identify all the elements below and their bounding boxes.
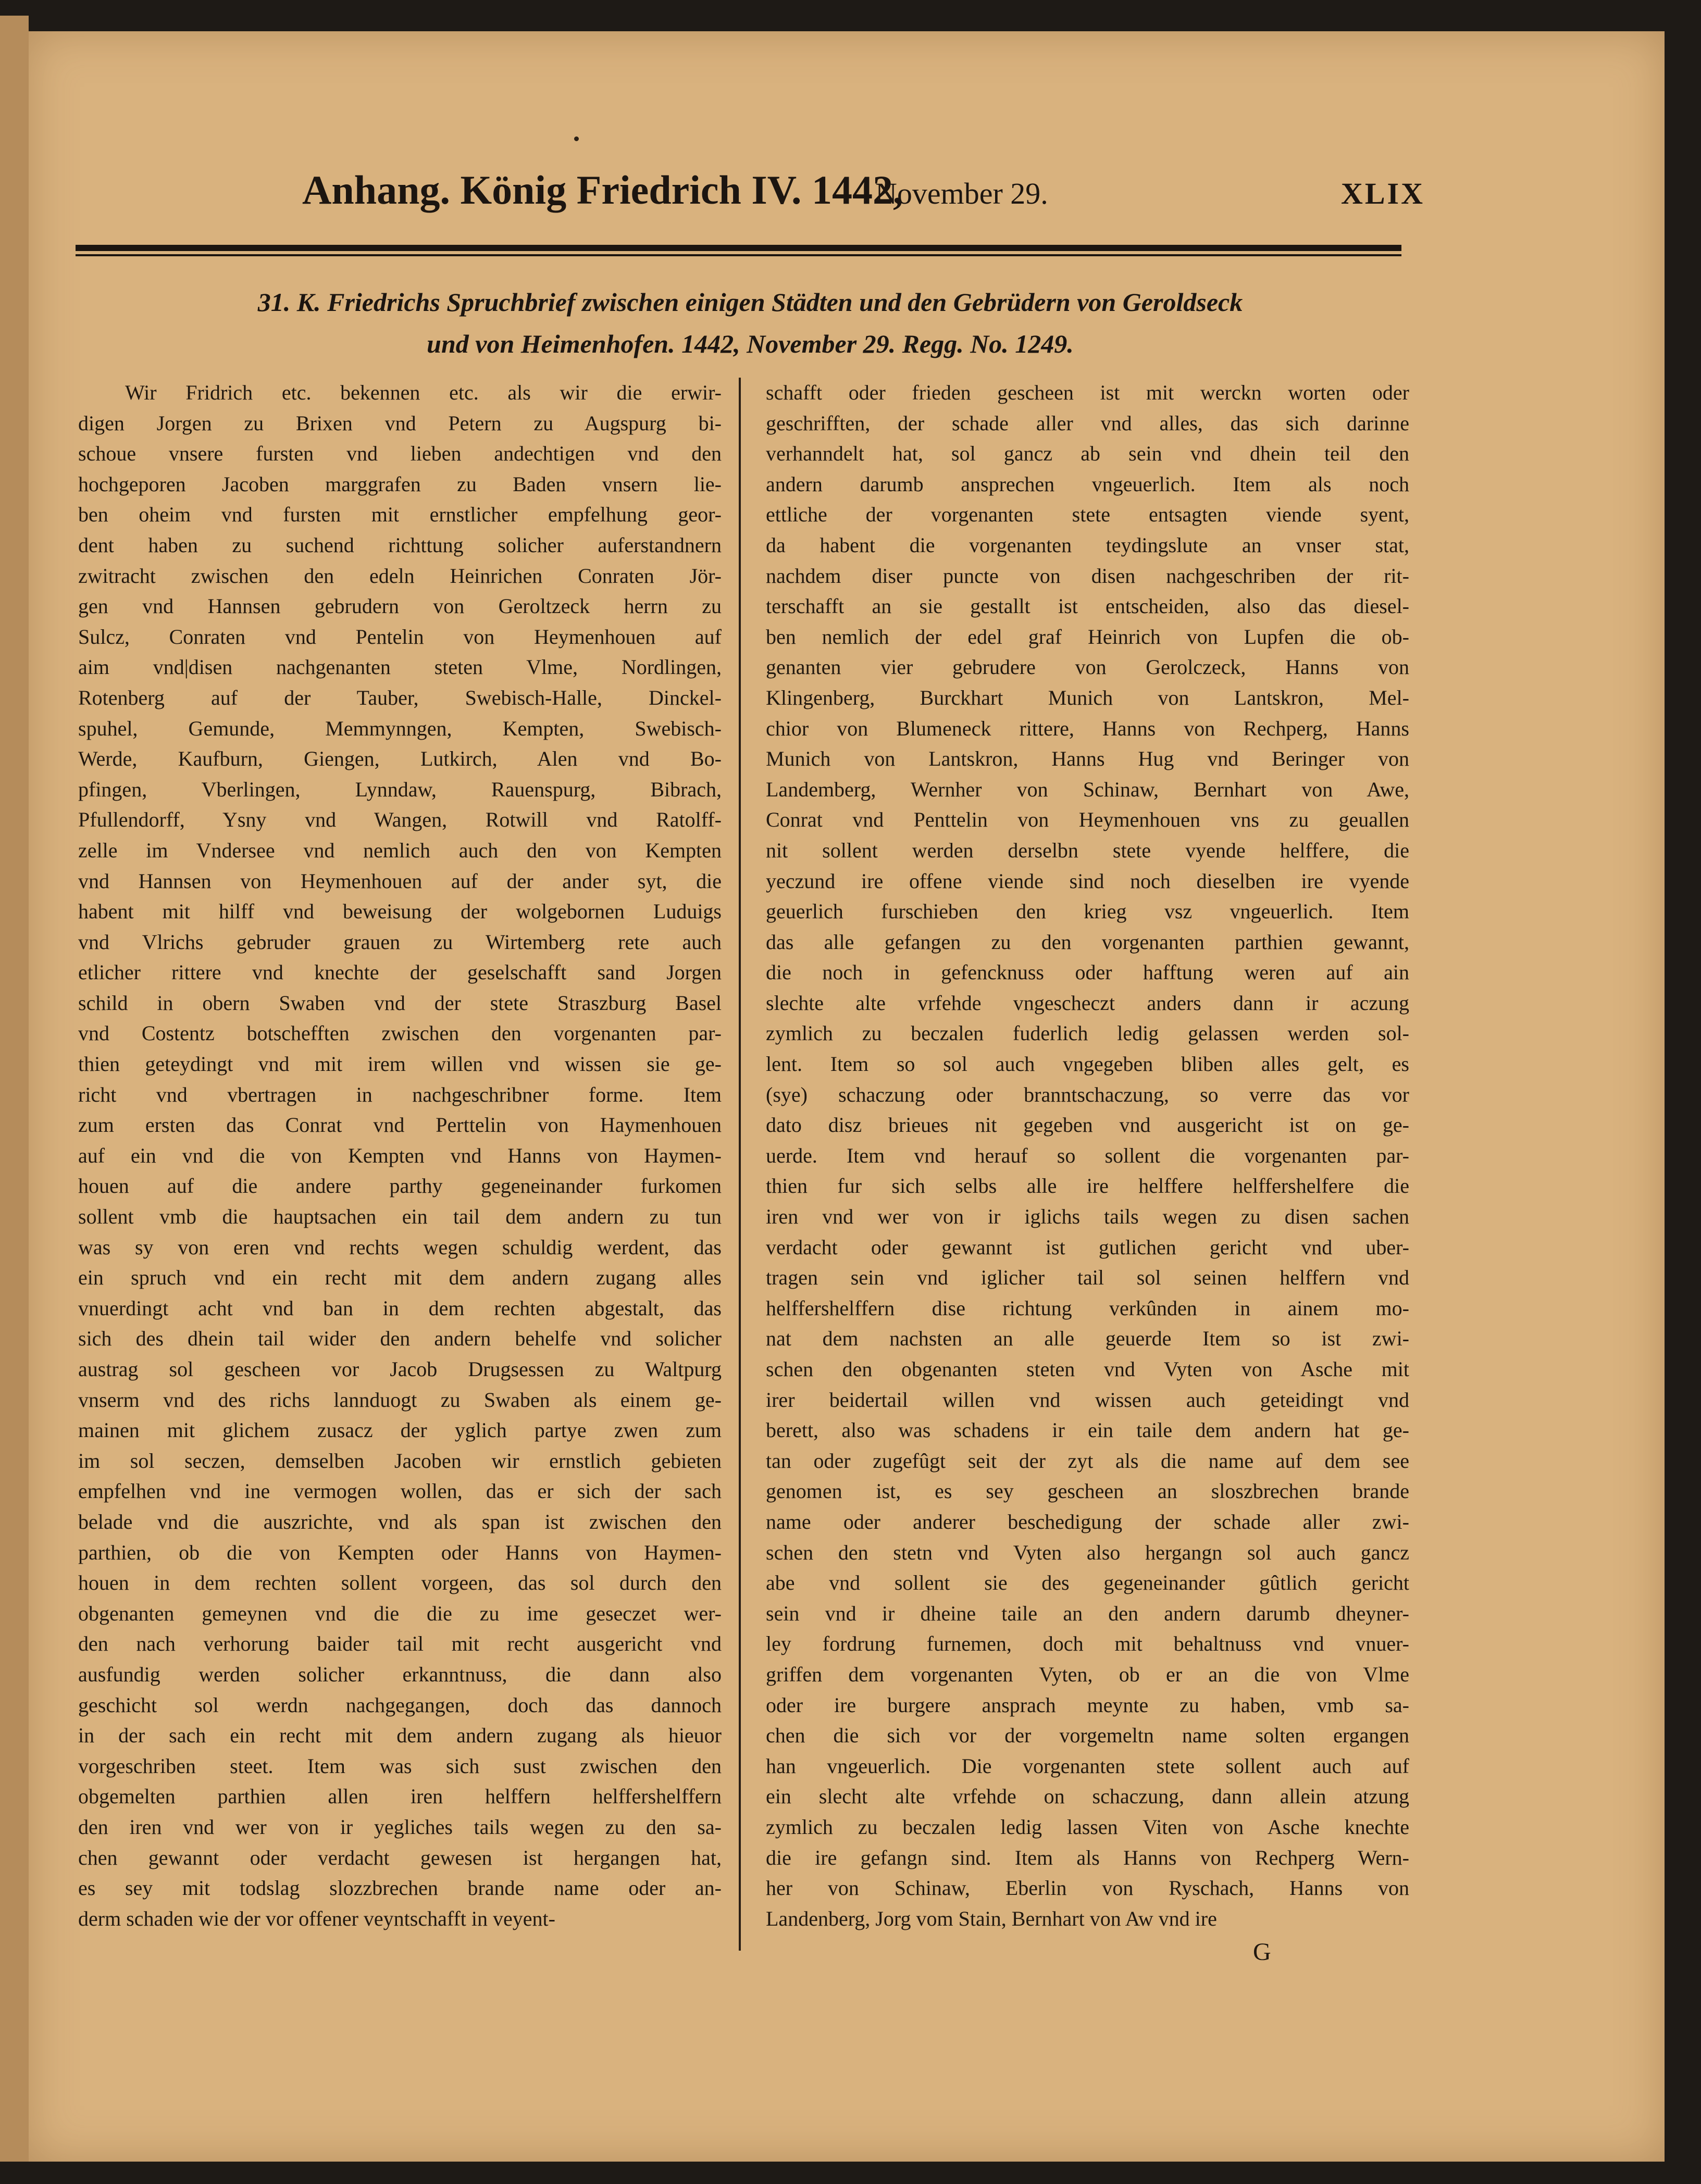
text-line: spuhel, Gemunde, Memmynngen, Kempten, Swebisch- (78, 716, 722, 740)
text-line: was sy von eren vnd rechts wegen schuldig werdent, das (78, 1235, 722, 1259)
text-line: richt vnd vbertragen in nachgeschribner forme. Item (78, 1082, 722, 1106)
text-line: vnd Costentz botschefften zwischen den vorgenanten par- (78, 1021, 722, 1045)
text-line: ben oheim vnd fursten mit ernstlicher empfelhung geor- (78, 503, 722, 527)
text-line: vnserm vnd des richs lannduogt zu Swaben als einem ge- (78, 1388, 722, 1412)
text-line: das alle gefangen zu den vorgenanten parthien gewannt, (766, 930, 1409, 954)
text-line: die noch in gefencknuss oder hafftung weren auf ain (766, 960, 1409, 984)
text-line: (sye) schaczung oder branntschaczung, so verre das vor (766, 1082, 1409, 1106)
text-line: obgenanten gemeynen vnd die die zu ime geseczet wer- (78, 1601, 722, 1625)
text-line: Conrat vnd Penttelin von Heymenhouen vns zu geuallen (766, 808, 1409, 832)
text-line: nit sollent werden derselbn stete vyende helffere, die (766, 838, 1409, 862)
document-title-line-2: und von Heimenhofen. 1442, November 29. Regg. No. 1249. (427, 329, 1074, 358)
text-line: houen auf die andere parthy gegeneinander furkomen (78, 1174, 722, 1198)
text-line: terschafft an sie gestallt ist entscheiden, also das diesel- (766, 594, 1409, 618)
text-line: dato disz brieues nit gegeben vnd ausgericht ist on ge- (766, 1113, 1409, 1137)
text-line: empfelhen vnd ine vermogen wollen, das er sich der sach (78, 1479, 722, 1503)
binding-edge (0, 16, 29, 2162)
text-line: es sey mit todslag slozzbrechen brande name oder an- (78, 1876, 722, 1900)
text-line: Werde, Kaufburn, Giengen, Lutkirch, Alen vnd Bo- (78, 747, 722, 771)
text-line: dent haben zu suchend richttung solicher auferstandnern (78, 533, 722, 557)
text-line: den iren vnd wer von ir yegliches tails wegen zu den sa- (78, 1815, 722, 1839)
text-line: in der sach ein recht mit dem andern zugang als hieuor (78, 1724, 722, 1748)
text-line: obgemelten parthien allen iren helffern helffershelffern (78, 1784, 722, 1808)
text-line: derm schaden wie der vor offener veyntschafft in veyent- (78, 1906, 555, 1930)
text-line: ein spruch vnd ein recht mit dem andern zugang alles (78, 1266, 722, 1290)
text-line: zymlich zu beczalen fuderlich ledig gelassen werden sol- (766, 1021, 1409, 1045)
text-line: tragen sein vnd iglicher tail sol seinen helffern vnd (766, 1266, 1409, 1290)
text-line: yeczund ire offene viende sind noch dieselben ire vyende (766, 869, 1409, 893)
text-line: ein slecht alte vrfehde on schaczung, dann allein atzung (766, 1784, 1409, 1808)
text-line: hochgeporen Jacoben marggrafen zu Baden vnsern lie- (78, 472, 722, 496)
text-line: irer beidertail willen vnd wissen auch geteidingt vnd (766, 1388, 1409, 1412)
left-column (78, 378, 722, 1934)
text-line: zelle im Vndersee vnd nemlich auch den von Kempten (78, 838, 722, 862)
text-line: griffen dem vorgenanten Vyten, ob er an die von Vlme (766, 1662, 1409, 1686)
text-line: habent mit hilff vnd beweisung der wolgebornen Luduigs (78, 900, 722, 923)
text-line: belade vnd die auszrichte, vnd als span ist zwischen den (78, 1509, 722, 1533)
text-line: schoue vnsere fursten vnd lieben andechtigen vnd den (78, 442, 722, 466)
header-rule-thin (76, 254, 1401, 256)
text-line: im sol seczen, demselben Jacoben wir ernstlich gebieten (78, 1449, 722, 1472)
text-line: geuerlich furschieben den krieg vsz vngeuerlich. Item (766, 900, 1409, 923)
running-header (271, 156, 1425, 229)
text-line: vorgeschriben steet. Item was sich sust zwischen den (78, 1754, 722, 1778)
text-line: chior von Blumeneck rittere, Hanns von Rechperg, Hanns (766, 716, 1409, 740)
text-line: schen den obgenanten steten vnd Vyten von Asche mit (766, 1357, 1409, 1381)
text-line: uerde. Item vnd herauf so sollent die vorgenanten par- (766, 1143, 1409, 1167)
text-line: parthien, ob die von Kempten oder Hanns von Haymen- (78, 1540, 722, 1564)
text-line: da habent die vorgenanten teydingslute an vnser stat, (766, 533, 1409, 557)
text-line: zwitracht zwischen den edeln Heinrichen Conraten Jör- (78, 564, 722, 588)
text-line: ettliche der vorgenanten stete entsagten viende syent, (766, 503, 1409, 527)
text-line: sich des dhein tail wider den andern behelfe vnd solicher (78, 1327, 722, 1351)
text-line: vnuerdingt acht vnd ban in dem rechten abgestalt, das (78, 1296, 722, 1320)
header-rule (76, 245, 1401, 251)
text-line: houen in dem rechten sollent vorgeen, das sol durch den (78, 1571, 722, 1595)
text-line: Klingenberg, Burckhart Munich von Lantskron, Mel- (766, 685, 1409, 709)
text-line: vnd Hannsen von Heymenhouen auf der ander syt, die (78, 869, 722, 893)
text-line: Landemberg, Wernher von Schinaw, Bernhart von Awe, (766, 777, 1409, 801)
text-line: ausfundig werden solicher erkanntnuss, die dann also (78, 1662, 722, 1686)
text-line: Landenberg, Jorg vom Stain, Bernhart von Aw vnd ire (766, 1906, 1217, 1930)
text-line: gen vnd Hannsen gebrudern von Geroltzeck herrn zu (78, 594, 722, 618)
page-number: XLIX (1340, 177, 1425, 210)
text-line: sein vnd ir dheine taile an den andern darumb dheyner- (766, 1601, 1409, 1625)
text-line: name oder anderer beschedigung der schade aller zwi- (766, 1509, 1409, 1533)
text-line: helffershelffern dise richtung verkûnden in ainem mo- (766, 1296, 1409, 1320)
text-line: zum ersten das Conrat vnd Perttelin von Haymenhouen (78, 1113, 722, 1137)
text-line: austrag sol gescheen vor Jacob Drugsessen zu Waltpurg (78, 1357, 722, 1381)
text-line: schild in obern Swaben vnd der stete Straszburg Basel (78, 991, 722, 1015)
text-line: aim vnd|disen nachgenanten steten Vlme, Nordlingen, (78, 655, 722, 679)
text-line: chen die sich vor der vorgemeltn name solten ergangen (766, 1724, 1409, 1748)
document-title-line-1: 31. K. Friedrichs Spruchbrief zwischen einigen Städten und den Gebrüdern von Geroldseck (257, 288, 1243, 317)
text-line: Munich von Lantskron, Hanns Hug vnd Beringer von (766, 747, 1409, 771)
text-line: geschrifften, der schade aller vnd alles, das sich darinne (766, 411, 1409, 435)
text-line: ben nemlich der edel graf Heinrich von Lupfen die ob- (766, 625, 1409, 648)
text-line: pfingen, Vberlingen, Lynndaw, Rauenspurg, Bibrach, (78, 777, 722, 801)
text-line: genanten vier gebrudere von Gerolczeck, Hanns von (766, 655, 1409, 679)
running-title: Anhang. König Friedrich IV. 1442, (302, 167, 903, 213)
text-line: etlicher rittere vnd knechte der geselschafft sand Jorgen (78, 960, 722, 984)
text-line: her von Schinaw, Eberlin von Ryschach, Hanns von (766, 1876, 1409, 1900)
right-column (766, 378, 1409, 1934)
text-line: ley fordrung furnemen, doch mit behaltnuss vnd vnuer- (766, 1632, 1409, 1656)
text-line: verhanndelt hat, sol gancz ab sein vnd dhein teil den (766, 442, 1409, 466)
text-line: thien geteydingt vnd mit irem willen vnd wissen sie ge- (78, 1052, 722, 1076)
ink-dot (574, 136, 579, 141)
text-line: geschicht sol werdn nachgegangen, doch das dannoch (78, 1693, 722, 1717)
text-line: vnd Vlrichs gebruder grauen zu Wirtemberg rete auch (78, 930, 722, 954)
text-line: nat dem nachsten an alle geuerde Item so ist zwi- (766, 1327, 1409, 1351)
text-line: han vngeuerlich. Die vorgenanten stete sollent auch auf (766, 1754, 1409, 1778)
text-line: thien fur sich selbs alle ire helffere helffershelfere die (766, 1174, 1409, 1198)
text-line: schafft oder frieden gescheen ist mit werckn worten oder (766, 381, 1409, 404)
text-line: schen den stetn vnd Vyten also hergangn sol auch gancz (766, 1540, 1409, 1564)
document-title (104, 281, 1396, 365)
column-divider (739, 378, 741, 1951)
signature-mark: G (1253, 1938, 1271, 1966)
text-line: iren vnd wer von ir iglichs tails wegen zu disen sachen (766, 1205, 1409, 1229)
text-line: lent. Item so sol auch vngegeben bliben alles gelt, es (766, 1052, 1409, 1076)
text-line: nachdem diser puncte von disen nachgeschriben der rit- (766, 564, 1409, 588)
text-line: slechte alte vrfehde vngescheczt anders dann ir aczung (766, 991, 1409, 1015)
text-line: Sulcz, Conraten vnd Pentelin von Heymenhouen auf (78, 625, 722, 648)
text-line: verdacht oder gewannt ist gutlichen gericht vnd uber- (766, 1235, 1409, 1259)
text-line: den nach verhorung baider tail mit recht ausgericht vnd (78, 1632, 722, 1656)
text-line: andern darumb ansprechen vngeuerlich. Item als noch (766, 472, 1409, 496)
text-line: Pfullendorff, Ysny vnd Wangen, Rotwill vnd Ratolff- (78, 808, 722, 832)
text-line: mainen mit glichem zusacz der yglich partye zwen zum (78, 1418, 722, 1442)
text-line: zymlich zu beczalen ledig lassen Viten von Asche knechte (766, 1815, 1409, 1839)
text-line: Rotenberg auf der Tauber, Swebisch-Halle, Dinckel- (78, 685, 722, 709)
text-line: abe vnd sollent sie des gegeneinander gûtlich gericht (766, 1571, 1409, 1595)
text-line: genomen ist, es sey gescheen an sloszbrechen brande (766, 1479, 1409, 1503)
text-line: oder ire burgere ansprach meynte zu haben, vmb sa- (766, 1693, 1409, 1717)
text-line: sollent vmb die hauptsachen ein tail dem andern zu tun (78, 1205, 722, 1229)
text-line: chen gewannt oder verdacht gewesen ist hergangen hat, (78, 1845, 722, 1869)
text-line: berett, also was schadens ir ein taile dem andern hat ge- (766, 1418, 1409, 1442)
text-line: digen Jorgen zu Brixen vnd Petern zu Augspurg bi- (78, 411, 722, 435)
text-line: die ire gefangn sind. Item als Hanns von Rechperg Wern- (766, 1845, 1409, 1869)
text-line: auf ein vnd die von Kempten vnd Hanns von Haymen- (78, 1143, 722, 1167)
text-line: tan oder zugefûgt seit der zyt als die name auf dem see (766, 1449, 1409, 1472)
running-date: November 29. (875, 177, 1048, 210)
text-line: Wir Fridrich etc. bekennen etc. als wir die erwir- (125, 381, 722, 404)
